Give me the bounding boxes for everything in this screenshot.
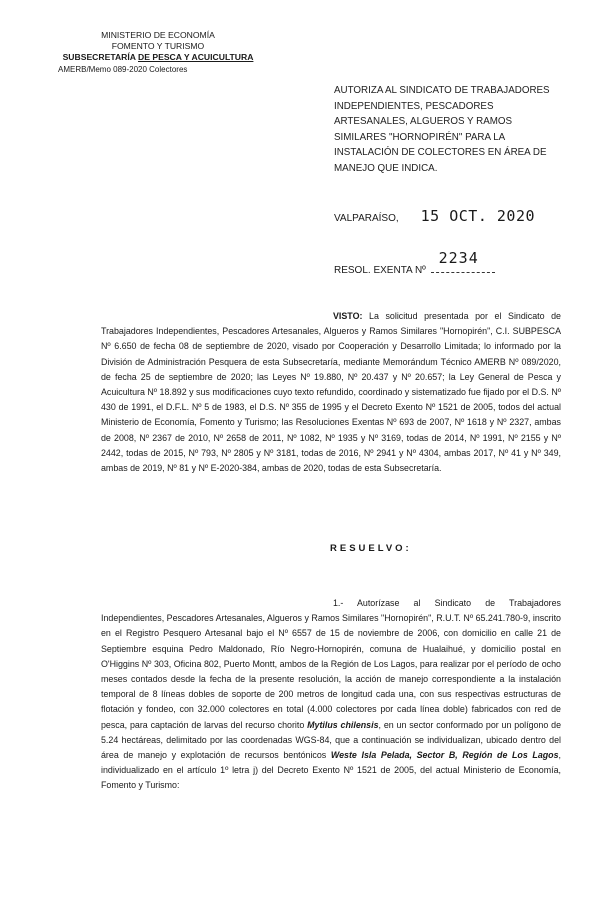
article-1-text-a: 1.- Autorízase al Sindicato de Trabajadores Independientes, Pescadores Artesanales, Algueros y Ramos Similares "Hornopirén", R.U.T. Nº 65.241.780-9, inscrito en el Registro Pesquero Artesanal bajo el Nº 6557 de 15 de noviembre de 2006, con domicilio en calle 21 de Septiembre esquina Pedro Maldonado, Río Negro-Hornopirén, comuna de Hualaihué, y domicilio postal en O'Higgins Nº 303, Oficina 802, Puerto Montt, ambos de la Región de Los Lagos, para realizar por el período de ocho meses contados desde la fecha de la presente resolución, la acción de manejo correspondiente a la instalación temporal de 8 líneas dobles de soporte de 200 metros de longitud cada una, con sus respectivas estructuras de flotación y fondeo, con 32.000 colectores en total (4.000 colectores por cada línea doble) fabricados con red de pesca, para captación de larvas del recurso chorito [101,598,561,730]
subsecretariat-name [58,52,258,63]
resolution-label: RESOL. EXENTA Nº [334,265,426,276]
date-stamp: 15 OCT. 2020 [420,207,536,225]
article-1-text-c: , individualizado en el artículo 1º letra j) del Decreto Exento Nº 1521 de 2005, del actual Ministerio de Economía, Fomento y Turismo: [101,750,562,791]
area-name: Weste Isla Pelada, Sector B, Región de Los Lagos [330,750,559,761]
article-1-paragraph [101,596,561,794]
resolution-number: 2234 [438,249,479,267]
visto-text: La solicitud presentada por el Sindicato de Trabajadores Independientes, Pescadores Artesanales, Algueros y Ramos Similares "Hornopirén", C.I. SUBPESCA Nº 6.650 de fecha 08 de septiembre de 2020, visado por Cooperación y Desarrollo Limitada; lo informado por la División de Administración Pesquera de esta Subsecretaría, mediante Memorándum Técnico AMERB Nº 089/2020, de fecha 25 de septiembre de 2020; las Leyes Nº 19.880, Nº 20.437 y Nº 20.657; la Ley General de Pesca y Acuicultura Nº 18.892 y sus modificaciones cuyo texto refundido, coordinado y sistematizado fue fijado por el D.S. Nº 430 de 1991, el D.F.L. Nº 5 de 1983, el D.S. Nº 355 de 1995 y el Decreto Exento Nº 1521 de 2005, todos del actual Ministerio de Economía, Fomento y Turismo; las Resoluciones Exentas Nº 693 de 2007, Nº 1618 y Nº 2327, ambas de 2008, Nº 2367 de 2010, Nº 2658 de 2011, Nº 1082, Nº 1935 y Nº 3169, todas de 2014, Nº 1991, Nº 2155 y Nº 2442, todas de 2015, Nº 793, Nº 2805 y Nº 3181, todas de 2016, Nº 2941 y Nº 4304, ambas 2017, Nº 41 y Nº 349, ambas de 2019, Nº 81 y Nº E-2020-384, ambas de 2020, todas de esta Subsecretaría. [101,311,561,474]
letterhead [58,30,258,75]
city: VALPARAÍSO, [334,213,399,224]
ministry-name-2: FOMENTO Y TURISMO [111,41,205,51]
visto-paragraph [101,309,561,476]
article-1-text-b: , en un sector conformado por un polígono de 5.24 hectáreas, delimitado por las coordenadas WGS-84, que a continuación se individualizan, ubicado dentro del área de manejo y explotación de recursos bentónicos [101,719,562,761]
visto-label: VISTO: [333,311,363,321]
ministry-name: MINISTERIO DE ECONOMÍA [101,30,215,40]
resolution-number-line [334,249,495,276]
subsecretariat-prefix: SUBSECRETARÍA [62,52,139,62]
resolution-number-field [431,249,495,273]
memo-reference: AMERB/Memo 089-2020 Colectores [58,65,188,74]
subsecretariat-underlined: DE PESCA Y ACUICULTURA [138,52,254,62]
resuelvo-heading: RESUELVO: [330,543,412,554]
place-date [334,207,535,225]
species-name: Mytilus chilensis [307,719,379,730]
resolution-title: AUTORIZA AL SINDICATO DE TRABAJADORES INDEPENDIENTES, PESCADORES ARTESANALES, ALGUEROS Y RAMOS SIMILARES "HORNOPIRÉN" PARA LA INSTALACIÓN DE COLECTORES EN ÁREA DE MANEJO QUE INDICA. [334,85,550,174]
